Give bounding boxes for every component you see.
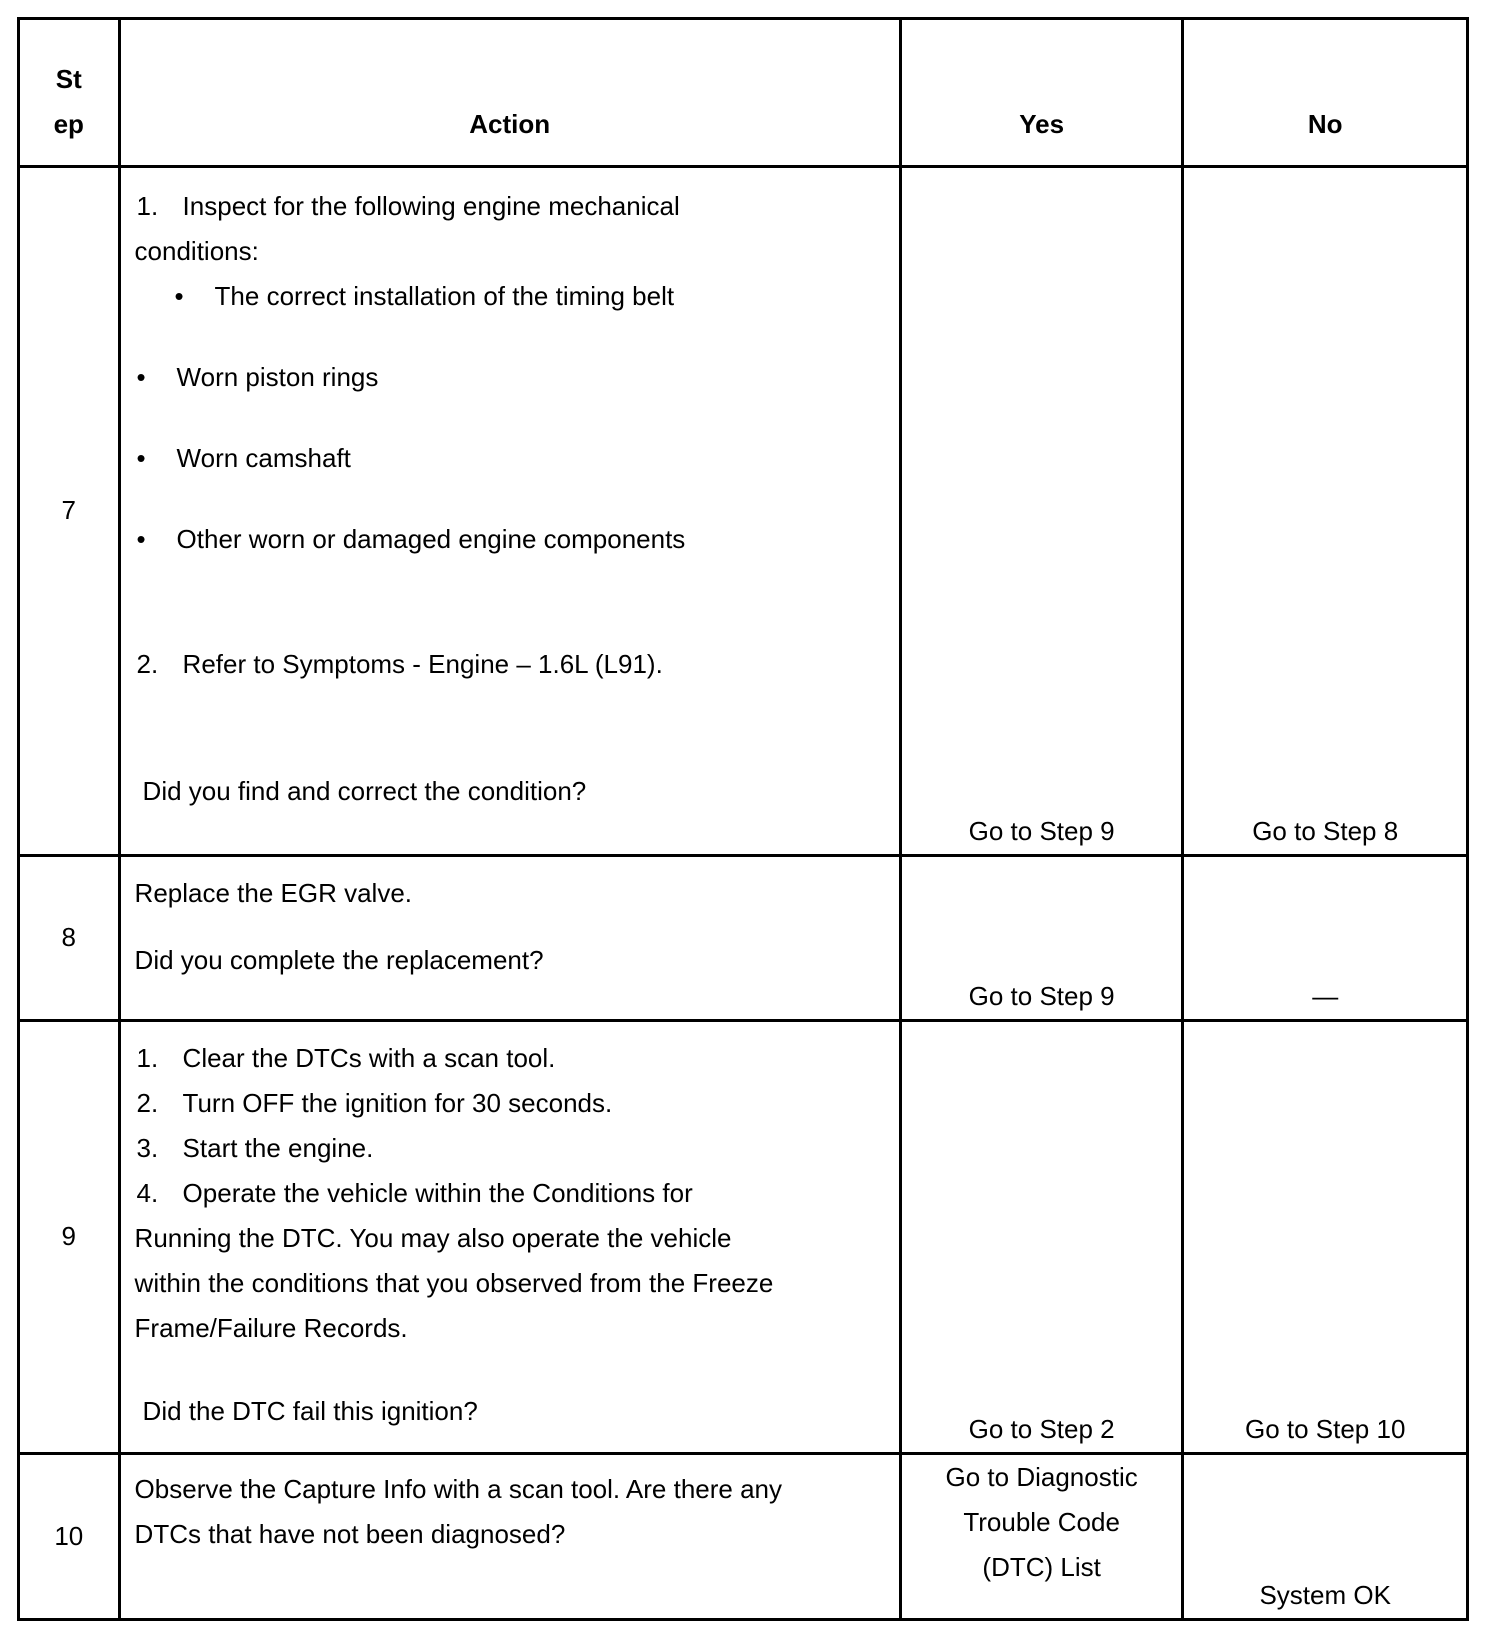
action-text: DTCs that have not been diagnosed?	[134, 1518, 566, 1549]
yes-result: Go to Step 2	[900, 1020, 1183, 1453]
header-step	[19, 19, 120, 167]
no-result: Go to Step 8	[1183, 167, 1468, 855]
header-action: Action	[119, 19, 900, 167]
step-row-7	[19, 167, 1468, 855]
item-text: Start the engine.	[182, 1132, 374, 1163]
action-item	[135, 1126, 889, 1171]
action-text: Observe the Capture Info with a scan tool. Are there any	[134, 1473, 783, 1504]
bullet-text: The correct installation of the timing belt	[214, 281, 675, 312]
action-item	[135, 1081, 889, 1126]
action-item-2	[135, 642, 889, 687]
yes-result-line: Go to Diagnostic	[945, 1461, 1138, 1492]
action-question: Did you complete the replacement?	[134, 944, 544, 975]
bullet-item	[135, 517, 889, 562]
yes-result-line: Trouble Code	[963, 1506, 1120, 1537]
action-question: Did the DTC fail this ignition?	[142, 1395, 478, 1426]
action-cell	[119, 1453, 900, 1619]
step-row-10	[19, 1453, 1468, 1619]
sub-bullet-item	[135, 274, 889, 319]
item-number: 1.	[136, 1042, 159, 1073]
step-number: 10	[19, 1453, 120, 1619]
action-item-1-cont: conditions:	[134, 236, 259, 267]
no-result: System OK	[1183, 1453, 1468, 1619]
bullet-item	[135, 355, 889, 400]
bullet-icon: •	[136, 443, 146, 474]
yes-result: Go to Step 9	[900, 167, 1183, 855]
item-number: 1.	[136, 191, 159, 222]
header-yes: Yes	[900, 19, 1183, 167]
item-number: 2.	[136, 1087, 159, 1118]
header-step-line2: ep	[53, 109, 84, 140]
bullet-icon: •	[174, 281, 184, 312]
bullet-item	[135, 436, 889, 481]
item-text: Operate the vehicle within the Conditions for	[182, 1177, 693, 1208]
diagnostic-table	[17, 17, 1469, 1621]
step-row-9	[19, 1020, 1468, 1453]
step-number: 7	[19, 167, 120, 855]
bullet-text: Worn piston rings	[176, 362, 379, 393]
item-number: 3.	[136, 1132, 159, 1163]
action-instruction: Replace the EGR valve.	[134, 877, 413, 908]
no-result: Go to Step 10	[1183, 1020, 1468, 1453]
header-no: No	[1183, 19, 1468, 167]
action-item-cont: Frame/Failure Records.	[134, 1312, 408, 1343]
action-item	[135, 1036, 889, 1081]
yes-result	[900, 1453, 1183, 1619]
no-result: —	[1183, 855, 1468, 1020]
action-cell	[119, 1020, 900, 1453]
item-text: Inspect for the following engine mechanical	[182, 191, 680, 222]
action-cell	[119, 855, 900, 1020]
step-number: 9	[19, 1020, 120, 1453]
yes-result-line: (DTC) List	[982, 1551, 1101, 1582]
yes-result: Go to Step 9	[900, 855, 1183, 1020]
item-text: Refer to Symptoms - Engine – 1.6L (L91).	[182, 649, 663, 680]
action-item	[135, 1171, 889, 1216]
bullet-text: Other worn or damaged engine components	[176, 524, 686, 555]
item-number: 2.	[136, 649, 159, 680]
bullet-icon: •	[136, 362, 146, 393]
action-item-cont: within the conditions that you observed from the Freeze	[134, 1267, 774, 1298]
step-row-8	[19, 855, 1468, 1020]
action-item-cont: Running the DTC. You may also operate the vehicle	[134, 1222, 732, 1253]
bullet-text: Worn camshaft	[176, 443, 351, 474]
item-number: 4.	[136, 1177, 159, 1208]
header-row	[19, 19, 1468, 167]
item-text: Turn OFF the ignition for 30 seconds.	[182, 1087, 613, 1118]
action-item-1	[135, 184, 889, 229]
header-step-line1: St	[55, 64, 82, 95]
bullet-icon: •	[136, 524, 146, 555]
step-number: 8	[19, 855, 120, 1020]
item-text: Clear the DTCs with a scan tool.	[182, 1042, 556, 1073]
action-question: Did you find and correct the condition?	[142, 776, 587, 807]
action-cell	[119, 167, 900, 855]
